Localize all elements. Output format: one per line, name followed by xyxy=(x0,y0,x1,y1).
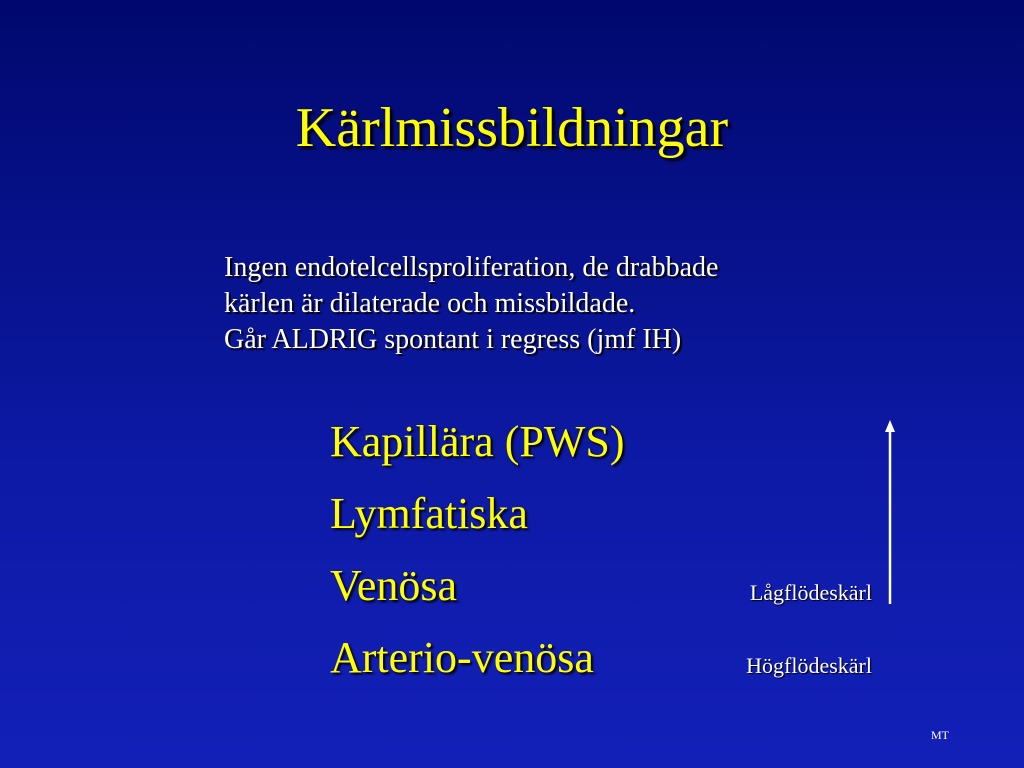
intro-line: Ingen endotelcellsproliferation, de drabbade xyxy=(224,252,719,283)
high-flow-label: Högflödeskärl xyxy=(746,653,872,678)
footer-initials: MT xyxy=(931,728,949,742)
low-flow-label: Lågflödeskärl xyxy=(749,580,872,605)
malformation-category-list xyxy=(330,406,730,694)
category-arteriovenous: Arterio-venösa xyxy=(330,633,594,682)
category-capillary: Kapillära (PWS) xyxy=(330,417,625,466)
intro-text xyxy=(224,250,924,358)
category-lymphatic: Lymfatiska xyxy=(330,489,528,538)
slide-title: Kärlmissbildningar xyxy=(295,97,729,159)
category-venous: Venösa xyxy=(330,561,458,610)
intro-line: kärlen är dilaterade och missbildade. xyxy=(224,288,636,319)
up-arrow-icon xyxy=(880,420,900,604)
intro-line: Går ALDRIG spontant i regress (jmf IH) xyxy=(224,324,682,355)
arrow-head xyxy=(885,420,895,432)
